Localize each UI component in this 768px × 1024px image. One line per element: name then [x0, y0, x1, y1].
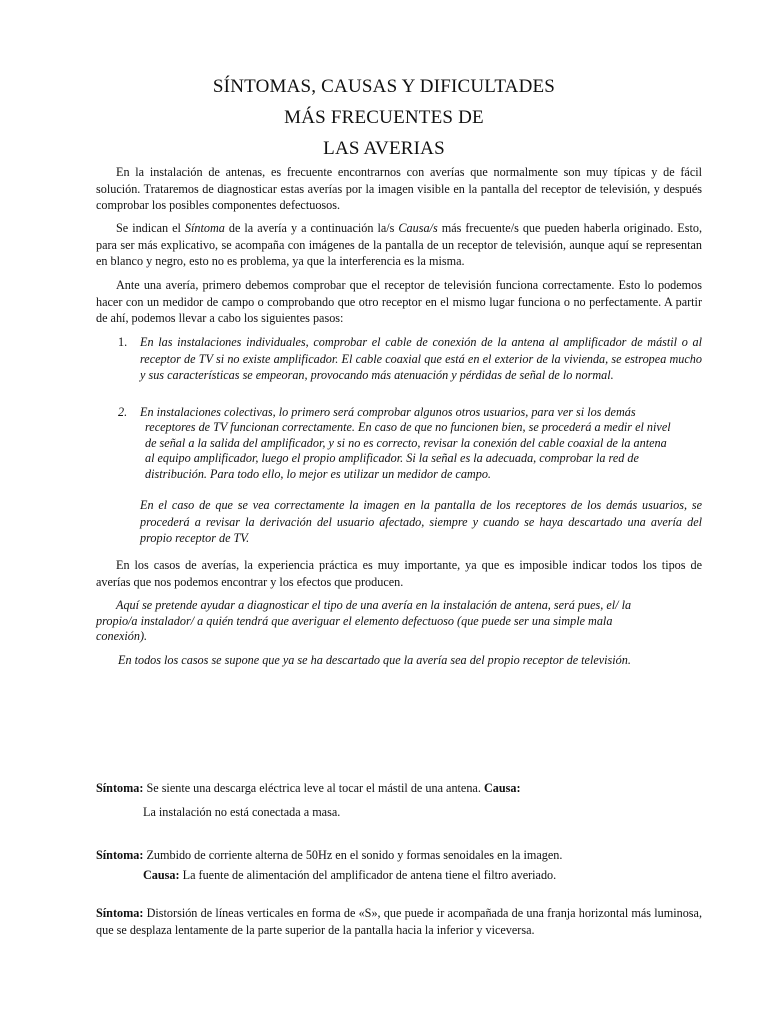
intro-p2-text-b: de la avería y a continuación la/s [224, 221, 399, 235]
case-1-sintoma-text: Se siente una descarga eléctrica leve al tocar el mástil de una antena. [143, 781, 484, 795]
intro-paragraph-3: Ante una avería, primero debemos comprobar que el receptor de televisión funciona correctamente. Esto lo podemos hacer con un medidor de campo o comprobando que otro receptor en el mismo lugar funciona o no perfectamente. A partir de ahí, podemos llevar a cabo los siguientes pasos: [96, 278, 702, 325]
closing-p2-line-2: propio/a instalador/ a quién tendrá que averiguar el elemento defectuoso (que puede ser una simple mala [96, 614, 613, 628]
step-2-line-5: distribución. Para todo ello, lo mejor es utilizar un medidor de campo. [145, 467, 491, 481]
case-1-sintoma [96, 780, 521, 797]
intro-p2-text-a: Se indican el [116, 221, 185, 235]
step-1-number: 1. [118, 335, 128, 349]
intro-paragraph-1: En la instalación de antenas, es frecuente encontrarnos con averías que normalmente son muy típicas y de fácil solución. Trataremos de diagnosticar estas averías por la imagen visible en la pantalla del receptor de televisión, y después comprobar los posibles componentes defectuosos. [96, 165, 702, 212]
step-2-extra: En el caso de que se vea correctamente la imagen en la pantalla de los receptores de los demás usuarios, se procederá a revisar la derivación del usuario afectado, siempre y cuando se haya descartado una avería del propio receptor de TV. [140, 498, 702, 545]
closing-paragraph-1: En los casos de averías, la experiencia práctica es muy importante, ya que es imposible indicar todos los tipos de averías que nos podemos encontrar y los efectos que producen. [96, 558, 702, 589]
intro-p2-sintoma: Síntoma [184, 221, 225, 235]
step-2-line-4: al equipo amplificador, luego el propio amplificador. Si la señal es la adecuada, comprobar la red de [145, 451, 639, 465]
case-2-sintoma [96, 847, 562, 864]
case-2-causa [143, 867, 556, 884]
case-2-sintoma-text: Zumbido de corriente alterna de 50Hz en el sonido y formas senoidales en la imagen. [143, 848, 563, 862]
step-2-line-2: receptores de TV funcionan correctamente. En caso de que no funcionen bien, se procederá a medir el nivel [145, 420, 671, 434]
case-3-sintoma [96, 905, 702, 938]
closing-p2-line-1: Aquí se pretende ayudar a diagnosticar el tipo de una avería en la instalación de antena, será pues, el/ la [116, 598, 632, 612]
case-1-causa: La instalación no está conectada a masa. [143, 805, 341, 819]
case-2-sintoma-label: Síntoma: [96, 848, 144, 862]
intro-p2-text-c: más frecuente/s que pueden haberla originado. Esto, para ser más explicativo, se acompaña con imágenes de la pantalla de un receptor de televisión, aunque aquí se representan en blanco y negro, esto no es problema, ya que la interferencia es la misma. [96, 221, 702, 268]
step-2-number: 2. [118, 405, 128, 419]
title-line-2: MÁS FRECUENTES DE [284, 107, 484, 128]
step-2-line-3: de señal a la salida del amplificador, y si no es correcto, revisar la conexión del cable coaxial de la antena [145, 436, 667, 450]
title-line-3: LAS AVERIAS [323, 138, 445, 159]
closing-p2-line-3: conexión). [96, 629, 148, 643]
step-1-text: En las instalaciones individuales, comprobar el cable de conexión de la antena al amplificador de mástil o al receptor de TV si no existe amplificador. El cable coaxial que está en el exterior de la vivienda, se estropea mucho y sus características se empeoran, provocando más atenuación y pérdidas de señal de lo normal. [140, 335, 702, 382]
intro-p2-causa: Causa/s [398, 221, 438, 235]
closing-paragraph-3: En todos los casos se supone que ya se ha descartado que la avería sea del propio receptor de televisión. [118, 653, 631, 667]
case-3-sintoma-label: Síntoma: [96, 906, 144, 920]
intro-paragraph-2 [96, 220, 702, 270]
case-2-causa-text: La fuente de alimentación del amplificador de antena tiene el filtro averiado. [179, 868, 557, 882]
case-3-sintoma-text: Distorsión de líneas verticales en forma de «S», que puede ir acompañada de una franja horizontal más luminosa, que se desplaza lentamente de la parte superior de la pantalla hacia la inferior y viceversa. [96, 906, 702, 937]
case-1-sintoma-label: Síntoma: [96, 781, 144, 795]
case-2-causa-label: Causa: [143, 868, 180, 882]
case-1-causa-label: Causa: [483, 781, 521, 795]
title-line-1: SÍNTOMAS, CAUSAS Y DIFICULTADES [212, 76, 556, 97]
step-2-line-1: En instalaciones colectivas, lo primero será comprobar algunos otros usuarios, para ver si los demás [140, 405, 636, 419]
